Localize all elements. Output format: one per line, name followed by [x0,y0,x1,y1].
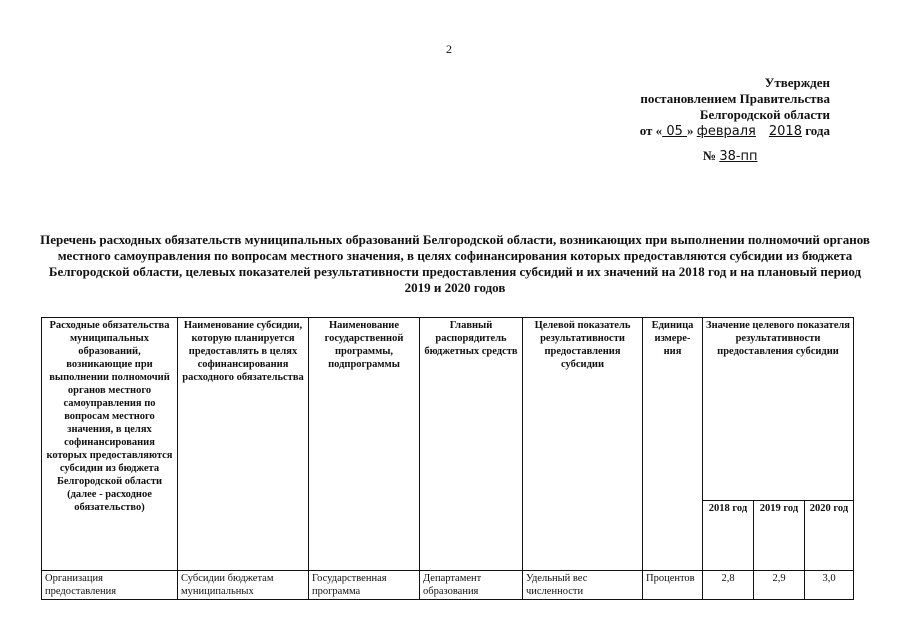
cell-value-2018: 2,8 [703,571,754,600]
header-obligation: Расходные обязательства муниципальных образований, возникающие при выполнении полномочий органов местного самоуправления по вопросам местного значения, в целях софинансирования которых предоставляются субсидии из бюджета Белгородской области (далее - расходное обязательство) [42,318,178,571]
header-year-2019: 2019 год [754,501,805,571]
date-suffix: года [805,123,830,138]
approval-title: Утвержден [764,75,830,90]
cell-value-2019: 2,9 [754,571,805,600]
header-year-2020: 2020 год [805,501,854,571]
table-header-row [42,318,854,501]
approval-resolution: постановлением Правительства [640,91,830,106]
header-program: Наименование государственной программы, подпрограммы [309,318,420,571]
date-prefix: от « [639,123,663,138]
approval-region: Белгородской области [699,107,830,122]
document-title: Перечень расходных обязательств муниципальных образований Белгородской области, возникающих при выполнении полномочий органов местного самоуправления по вопросам местного значения, в целях софинансирования которых предоставляются субсидии из бюджета Белгородской области, целевых показателей результативности предоставления субсидий и их значений на 2018 год и на плановый период 2019 и 2020 годов [40,232,870,295]
obligations-table [41,317,854,600]
order-number-value: 38-пп [719,149,758,164]
header-target-indicator: Целевой показатель результативности предоставления субсидии [523,318,643,571]
header-year-2018: 2018 год [703,501,754,571]
header-indicator-values: Значение целевого показателя результативности предоставления субсидии [703,318,854,501]
date-year: 2018 [768,124,802,139]
cell-program: Государственная программа [309,571,420,600]
order-number [703,148,758,164]
cell-subsidy-name: Субсидии бюджетам муниципальных [178,571,309,600]
order-number-prefix: № [703,148,717,163]
page-number: 2 [446,42,452,56]
header-subsidy-name: Наименование субсидии, которую планируется предоставлять в целях софинансирования расходного обязательства [178,318,309,571]
header-budget-manager: Главный распорядитель бюджетных средств [420,318,523,571]
date-day: 05 [662,124,687,139]
cell-budget-manager: Департамент образования [420,571,523,600]
cell-unit: Процентов [643,571,703,600]
table-row [42,571,854,600]
cell-target-indicator: Удельный вес численности [523,571,643,600]
date-mid: » [687,123,694,138]
cell-obligation: Организация предоставления [42,571,178,600]
date-month: февраля [696,124,756,139]
approval-block [560,75,830,140]
cell-value-2020: 3,0 [805,571,854,600]
approval-date [560,123,830,140]
header-unit: Единица измере-ния [643,318,703,571]
